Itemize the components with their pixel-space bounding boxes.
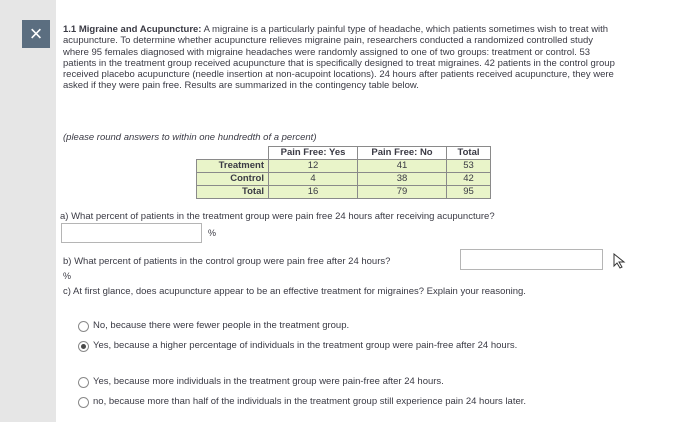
close-button[interactable] xyxy=(22,20,50,48)
radio-button-selected[interactable] xyxy=(78,341,89,352)
radio-button[interactable] xyxy=(78,377,89,388)
answer-b-unit: % xyxy=(63,271,72,281)
radio-button[interactable] xyxy=(78,397,89,408)
option-label: No, because there were fewer people in the treatment group. xyxy=(93,320,350,331)
problem-text: A migraine is a particularly painful type of headache, which patients sometimes wish to treat with acupuncture. To determine whether acupuncture relieves migraine pain, researchers conducted a randomized controlled study where 95 females diagnosed with migraine headaches were randomly assigned to one of two groups: treatment or control. 53 patients in the treatment group received acupuncture that is specifically designed to treat migraines. 42 patients in the control group received placebo acupuncture (needle insertion at non-acupoint locations). 24 hours after patients received acupuncture, they were asked if they were pain free. Results are summarized in the contingency table below. xyxy=(63,24,615,92)
contingency-table xyxy=(196,146,491,199)
mouse-cursor-icon xyxy=(613,253,627,269)
table-cell: 12 xyxy=(269,160,358,173)
table-corner xyxy=(197,147,269,160)
radio-button[interactable] xyxy=(78,321,89,332)
option-label: no, because more than half of the individuals in the treatment group still experience pain 24 hours later. xyxy=(93,396,527,407)
answer-a-unit: % xyxy=(208,228,217,238)
problem-statement xyxy=(63,24,619,92)
close-icon: × xyxy=(29,21,43,46)
table-row xyxy=(197,160,491,173)
table-row xyxy=(197,173,491,186)
table-header: Pain Free: Yes xyxy=(269,147,358,160)
table-cell: 95 xyxy=(447,186,491,199)
table-header-row xyxy=(197,147,491,160)
row-label: Treatment xyxy=(197,160,269,173)
answer-a-input[interactable] xyxy=(61,223,202,243)
rounding-hint: (please round answers to within one hundredth of a percent) xyxy=(63,132,317,143)
option-2[interactable] xyxy=(78,340,578,352)
table-cell: 79 xyxy=(358,186,447,199)
option-label: Yes, because more individuals in the treatment group were pain-free after 24 hours. xyxy=(93,376,444,387)
answer-b-input[interactable] xyxy=(460,249,603,270)
question-c-text: c) At first glance, does acupuncture appear to be an effective treatment for migraines? Explain your reasoning. xyxy=(63,286,526,297)
table-cell: 16 xyxy=(269,186,358,199)
row-label: Total xyxy=(197,186,269,199)
left-strip xyxy=(0,0,56,422)
table-cell: 53 xyxy=(447,160,491,173)
table-cell: 4 xyxy=(269,173,358,186)
table-header: Pain Free: No xyxy=(358,147,447,160)
row-label: Control xyxy=(197,173,269,186)
table-header: Total xyxy=(447,147,491,160)
table-row xyxy=(197,186,491,199)
question-a-text: a) What percent of patients in the treatment group were pain free 24 hours after receiving acupuncture? xyxy=(60,211,495,222)
table-cell: 41 xyxy=(358,160,447,173)
table-cell: 38 xyxy=(358,173,447,186)
option-4[interactable] xyxy=(78,396,598,408)
option-1[interactable] xyxy=(78,320,349,332)
option-label: Yes, because a higher percentage of individuals in the treatment group were pain-free after 24 hours. xyxy=(93,340,518,351)
question-b-text: b) What percent of patients in the control group were pain free after 24 hours? xyxy=(63,256,391,267)
option-3[interactable] xyxy=(78,376,444,388)
table-cell: 42 xyxy=(447,173,491,186)
problem-title: 1.1 Migraine and Acupuncture: xyxy=(63,24,202,35)
